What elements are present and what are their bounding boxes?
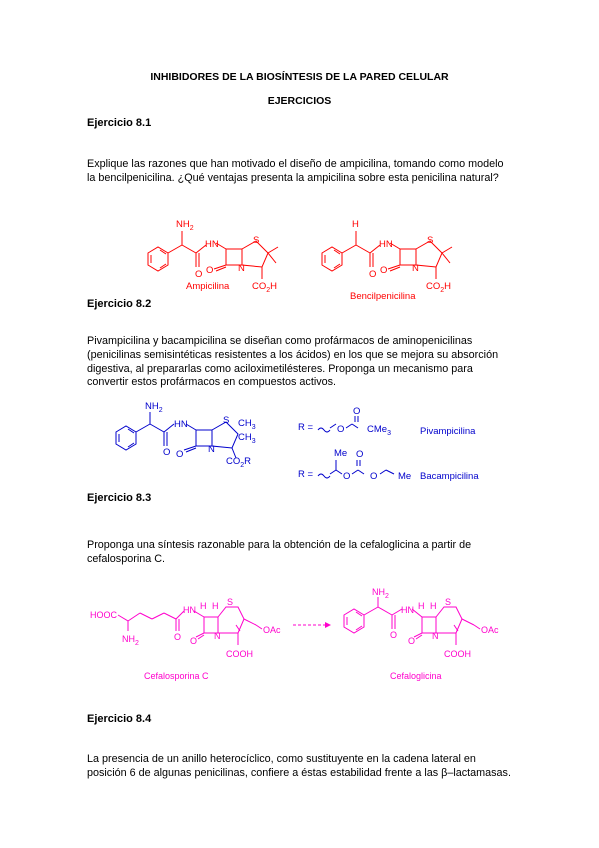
cefaloglicina-h1: H [418, 601, 425, 611]
cefaloglicina-nh2: $NH_2$ [372, 587, 389, 600]
cefalosporina-cooh: COOH [226, 649, 253, 659]
bencilpenicilina-n: N [412, 263, 419, 274]
bencilpenicilina-s: S [427, 235, 434, 246]
ampicilina-hn: HN [205, 239, 219, 250]
cefaloglicina-o-lactam: O [408, 636, 416, 646]
aminopenicillin-ch3-bottom: $CH_3$ [238, 432, 256, 445]
aminopenicillin-o-lactam: O [176, 449, 184, 460]
ampicilina-label: Ampicilina [186, 281, 230, 292]
bacampicilina-o-2: O [370, 471, 378, 482]
exercise-8-2-heading: Ejercicio 8.2 [87, 298, 152, 310]
cefalosporina-hooc: HOOC [90, 610, 117, 620]
exercise-8-1-line: la bencilpenicilina. ¿Qué ventajas presenta la ampicilina sobre esta penicilina natural? [87, 171, 499, 184]
exercise-8-1-line: Explique las razones que han motivado el diseño de ampicilina, tomando como modelo [87, 158, 504, 170]
exercise-8-4-text [87, 753, 514, 781]
cefalosporina-label: Cefalosporina C [144, 671, 209, 681]
pivampicilina-label: Pivampicilina [420, 426, 476, 437]
cefaloglicina-hn: HN [401, 605, 414, 615]
cefaloglicina-h2: H [430, 601, 437, 611]
cefalosporina-oac: OAc [263, 625, 281, 635]
bacampicilina-me: Me [398, 471, 412, 482]
bacampicilina-me-top: Me [334, 448, 348, 459]
exercise-8-4-heading: Ejercicio 8.4 [87, 713, 152, 725]
exercise-8-3-line: cefalosporina C. [87, 552, 166, 565]
pivampicilina-o-ester: O [337, 424, 345, 435]
dihydrothiazine-ring [436, 607, 462, 633]
cefaloglicina-cooh: COOH [444, 649, 471, 659]
bacampicilina-wavy-bond [318, 474, 330, 478]
ampicilina-o-amide: O [195, 269, 203, 280]
cefalosporina-o-lactam: O [190, 636, 198, 646]
exercise-8-3-line: Proponga una síntesis razonable para la obtención de la cefaloglicina a partir de [87, 539, 472, 551]
cefaloglicina-s: S [445, 597, 452, 607]
cefalosporina-hn: HN [183, 605, 196, 615]
ampicilina-nh2: $NH_2$ [176, 219, 194, 232]
exercise-8-2-line: digestiva, al prepararlas como aciloximetilésteres. Proponga un mecanismo para [87, 362, 473, 375]
exercise-8-2-line: (penicilinas semisintéticas resistentes a los ácidos) en los que se mejora su absorción [87, 348, 499, 361]
cefaloglicina-n: N [432, 631, 439, 641]
exercise-8-3-heading: Ejercicio 8.3 [87, 492, 152, 504]
bencilpenicilina-label: Bencilpenicilina [350, 291, 416, 302]
pivampicilina-wavy-bond [318, 428, 330, 432]
ampicilina-bencilpenicilina-structures [0, 205, 599, 305]
cefaloglicina-o-amide: O [390, 630, 398, 640]
bencilpenicilina-h: H [352, 219, 359, 230]
aminopenicillin-o-amide: O [163, 447, 171, 458]
ampicilina-co2h: $CO_2H$ [252, 281, 278, 294]
ampicilina-n: N [238, 263, 245, 274]
cefalosporina-s: S [227, 597, 234, 607]
cefaloglicina-label: Cefaloglicina [390, 671, 442, 681]
ampicilina-s: S [253, 235, 260, 246]
bacampicilina-o-carbonyl: O [356, 449, 364, 460]
cefalosporina-n: N [214, 631, 221, 641]
exercise-8-1-heading: Ejercicio 8.1 [87, 117, 152, 129]
pivampicilina-bacampicilina-structures [0, 390, 599, 490]
cefalosporina-cefaloglicina-scheme [0, 585, 599, 695]
exercise-8-2-text [87, 335, 514, 390]
cefalosporina-h2: H [212, 601, 219, 611]
exercise-8-3-text [87, 539, 514, 567]
dihydrothiazine-ring [218, 607, 244, 633]
page-subtitle: EJERCICIOS [267, 95, 332, 107]
ampicilina-o-lactam: O [206, 265, 214, 276]
bacampicilina-r-eq: R = [298, 469, 314, 480]
exercise-8-2-line: convertir estos profármacos en compuestos activos. [87, 376, 337, 389]
exercise-8-1-text [87, 158, 514, 186]
cefaloglicina-oac: OAc [481, 625, 499, 635]
bencilpenicilina-o-lactam: O [380, 265, 388, 276]
aminopenicillin-co2r: $CO_2R$ [226, 456, 252, 469]
bencilpenicilina-hn: HN [379, 239, 393, 250]
aminopenicillin-nh2: $NH_2$ [145, 401, 163, 414]
exercise-8-4-line: posición 6 de algunas penicilinas, confiere a éstas estabilidad frente a las β–lactamasas. [87, 766, 511, 779]
pivampicilina-o-carbonyl: O [353, 406, 361, 417]
reaction-arrow [293, 622, 331, 628]
cefalosporina-h1: H [200, 601, 207, 611]
bacampicilina-o-1: O [343, 471, 351, 482]
bencilpenicilina-co2h: $CO_2H$ [426, 281, 452, 294]
bacampicilina-label: Bacampicilina [420, 471, 479, 482]
aminopenicillin-hn: HN [174, 419, 188, 430]
pivampicilina-cme3: CMe$_3$ [367, 424, 391, 437]
cefalosporina-nh2: $NH_2$ [122, 634, 139, 647]
pivampicilina-r-eq: R = [298, 422, 314, 433]
aminopenicillin-ch3-top: $CH_3$ [238, 418, 256, 431]
aminopenicillin-n: N [208, 444, 215, 455]
aminopenicillin-s: S [223, 415, 230, 426]
exercise-8-2-line: Pivampicilina y bacampicilina se diseñan como profármacos de aminopenicilinas [87, 335, 473, 347]
bencilpenicilina-o-amide: O [369, 269, 377, 280]
page-title: INHIBIDORES DE LA BIOSÍNTESIS DE LA PARED CELULAR [150, 71, 449, 83]
exercise-8-4-line: La presencia de un anillo heterocíclico, como sustituyente en la cadena lateral en [87, 753, 476, 765]
cefalosporina-o-amide: O [174, 632, 182, 642]
